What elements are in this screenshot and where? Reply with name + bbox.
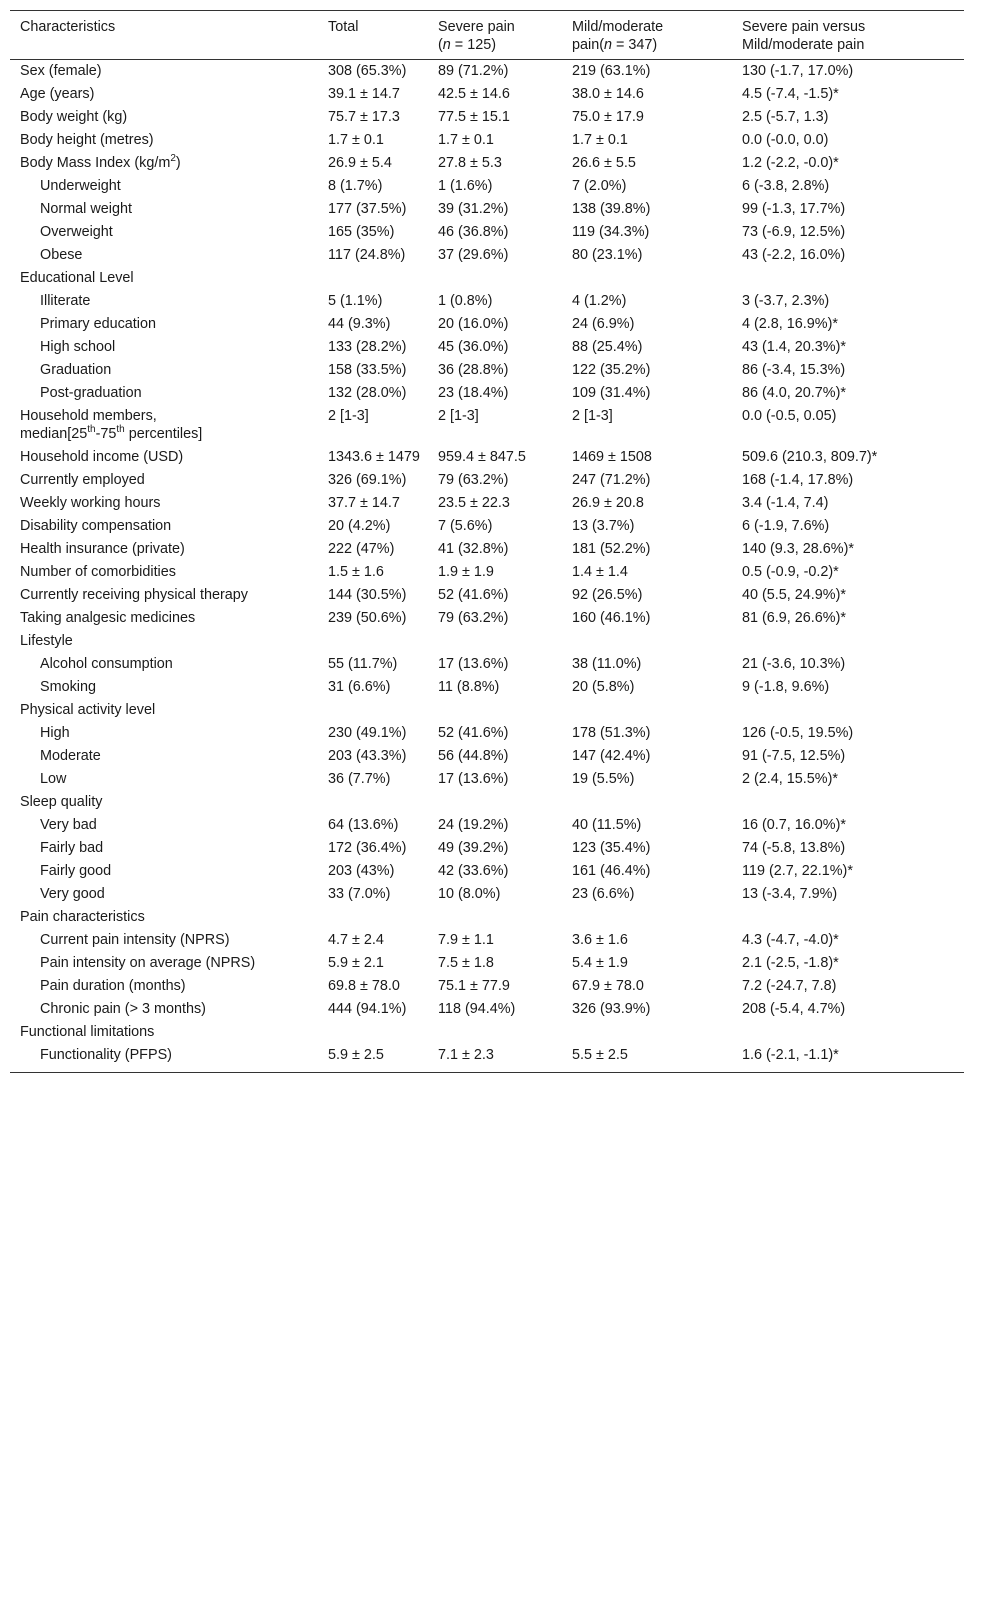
cell-total: 144 (30.5%)	[328, 587, 407, 603]
cell-difference: 126 (-0.5, 19.5%)	[742, 725, 854, 741]
header-severe-vs-mild: Severe pain versus Mild/moderate pain	[732, 11, 964, 60]
cell-severe: 89 (71.2%)	[438, 63, 509, 79]
row-label: Normal weight	[40, 201, 132, 217]
cell-total: 4.7 ± 2.4	[328, 932, 384, 948]
cell-difference: 13 (-3.4, 7.9%)	[742, 886, 838, 902]
cell-severe: 37 (29.6%)	[438, 247, 509, 263]
table-row	[10, 469, 964, 492]
row-label: Alcohol consumption	[40, 656, 173, 672]
cell-difference: 73 (-6.9, 12.5%)	[742, 224, 846, 240]
cell-total: 1343.6 ± 1479	[328, 449, 420, 465]
table-row	[10, 998, 964, 1021]
cell-severe: 77.5 ± 15.1	[438, 109, 510, 125]
table-row	[10, 538, 964, 561]
cell-severe: 75.1 ± 77.9	[438, 978, 510, 994]
cell-total: 222 (47%)	[328, 541, 395, 557]
cell-mild: 4 (1.2%)	[572, 293, 627, 309]
cell-mild: 26.9 ± 20.8	[572, 495, 644, 511]
cell-mild: 219 (63.1%)	[572, 63, 651, 79]
cell-severe: 23.5 ± 22.3	[438, 495, 510, 511]
cell-total: 5.9 ± 2.1	[328, 955, 384, 971]
cell-mild: 23 (6.6%)	[572, 886, 635, 902]
cell-severe: 7 (5.6%)	[438, 518, 493, 534]
cell-mild: 80 (23.1%)	[572, 247, 643, 263]
cell-difference: 40 (5.5, 24.9%)*	[742, 587, 846, 603]
row-label: Currently receiving physical therapy	[20, 587, 248, 603]
row-label: Sex (female)	[20, 63, 102, 79]
cell-severe: 36 (28.8%)	[438, 362, 509, 378]
row-label: Moderate	[40, 748, 101, 764]
cell-mild: 92 (26.5%)	[572, 587, 643, 603]
table-row	[10, 929, 964, 952]
table-row	[10, 244, 964, 267]
cell-difference: 86 (-3.4, 15.3%)	[742, 362, 846, 378]
row-label: Obese	[40, 247, 83, 263]
cell-total: 37.7 ± 14.7	[328, 495, 400, 511]
cell-mild: 160 (46.1%)	[572, 610, 651, 626]
cell-severe: 79 (63.2%)	[438, 472, 509, 488]
cell-severe: 41 (32.8%)	[438, 541, 509, 557]
cell-total: 44 (9.3%)	[328, 316, 391, 332]
cell-difference: 119 (2.7, 22.1%)*	[742, 863, 853, 879]
cell-total: 230 (49.1%)	[328, 725, 407, 741]
characteristics-table	[10, 10, 964, 1073]
cell-mild: 3.6 ± 1.6	[572, 932, 628, 948]
cell-difference: 4 (2.8, 16.9%)*	[742, 316, 838, 332]
row-label: High school	[40, 339, 116, 355]
row-label: Weekly working hours	[20, 495, 161, 511]
row-label: Post-graduation	[40, 385, 142, 401]
cell-total: 444 (94.1%)	[328, 1001, 407, 1017]
cell-severe: 7.1 ± 2.3	[428, 1044, 562, 1073]
cell-severe: 17 (13.6%)	[438, 771, 509, 787]
cell-total: 132 (28.0%)	[328, 385, 407, 401]
cell-total: 2 [1-3]	[328, 408, 369, 424]
cell-difference: 208 (-5.4, 4.7%)	[742, 1001, 846, 1017]
cell-difference: 99 (-1.3, 17.7%)	[742, 201, 846, 217]
table-row	[10, 83, 964, 106]
table-row	[10, 152, 964, 175]
table-row	[10, 607, 964, 630]
characteristics-table-container	[10, 10, 964, 1073]
table-row	[10, 313, 964, 336]
cell-difference: 9 (-1.8, 9.6%)	[742, 679, 830, 695]
row-label: Currently employed	[20, 472, 145, 488]
section-row	[10, 906, 964, 929]
row-label: Disability compensation	[20, 518, 172, 534]
cell-severe: 1 (1.6%)	[438, 178, 493, 194]
table-row	[10, 745, 964, 768]
cell-total: 64 (13.6%)	[328, 817, 399, 833]
cell-severe: 39 (31.2%)	[438, 201, 509, 217]
cell-difference: 6 (-1.9, 7.6%)	[742, 518, 830, 534]
section-row	[10, 1021, 964, 1044]
cell-mild: 161 (46.4%)	[572, 863, 651, 879]
cell-mild: 5.4 ± 1.9	[572, 955, 628, 971]
row-label: Very good	[40, 886, 105, 902]
cell-difference: 74 (-5.8, 13.8%)	[742, 840, 846, 856]
cell-severe: 24 (19.2%)	[438, 817, 509, 833]
cell-severe: 52 (41.6%)	[438, 587, 509, 603]
header-row	[10, 11, 964, 60]
table-row	[10, 492, 964, 515]
section-label: Sleep quality	[20, 794, 103, 810]
cell-mild: 26.6 ± 5.5	[572, 155, 636, 171]
cell-mild: 122 (35.2%)	[572, 362, 651, 378]
row-label: Pain intensity on average (NPRS)	[40, 955, 256, 971]
cell-severe: 27.8 ± 5.3	[438, 155, 502, 171]
cell-mild: 38 (11.0%)	[572, 656, 642, 672]
table-row	[10, 336, 964, 359]
row-label: Current pain intensity (NPRS)	[40, 932, 230, 948]
table-row	[10, 290, 964, 313]
cell-mild: 123 (35.4%)	[572, 840, 651, 856]
section-row	[10, 699, 964, 722]
cell-difference: 4.5 (-7.4, -1.5)*	[742, 86, 839, 102]
table-row	[10, 198, 964, 221]
row-label: Body height (metres)	[20, 132, 154, 148]
cell-difference: 0.0 (-0.5, 0.05)	[742, 408, 837, 424]
cell-total: 308 (65.3%)	[328, 63, 407, 79]
cell-difference: 2.5 (-5.7, 1.3)	[742, 109, 829, 125]
cell-severe: 2 [1-3]	[438, 408, 479, 424]
cell-mild: 7 (2.0%)	[572, 178, 627, 194]
cell-mild: 178 (51.3%)	[572, 725, 651, 741]
table-row	[10, 975, 964, 998]
cell-difference: 3.4 (-1.4, 7.4)	[742, 495, 829, 511]
cell-mild: 88 (25.4%)	[572, 339, 643, 355]
row-label: Number of comorbidities	[20, 564, 176, 580]
cell-difference: 81 (6.9, 26.6%)*	[742, 610, 846, 626]
cell-severe: 56 (44.8%)	[438, 748, 509, 764]
cell-total: 326 (69.1%)	[328, 472, 407, 488]
cell-severe: 45 (36.0%)	[438, 339, 509, 355]
table-row	[10, 446, 964, 469]
table-row	[10, 653, 964, 676]
table-body	[10, 60, 964, 1073]
cell-severe: 118 (94.4%)	[438, 1001, 516, 1017]
header-severe-pain: Severe pain (n = 125)	[428, 11, 562, 60]
row-label: Taking analgesic medicines	[20, 610, 196, 626]
cell-severe: 959.4 ± 847.5	[438, 449, 526, 465]
section-label: Lifestyle	[20, 633, 73, 649]
cell-severe: 7.9 ± 1.1	[438, 932, 494, 948]
cell-total: 1.7 ± 0.1	[328, 132, 384, 148]
cell-severe: 49 (39.2%)	[438, 840, 509, 856]
row-label: Smoking	[40, 679, 96, 695]
row-label: Primary education	[40, 316, 156, 332]
cell-severe: 11 (8.8%)	[438, 679, 500, 695]
cell-total: 75.7 ± 17.3	[328, 109, 400, 125]
row-label: Household members, median[25th-75th percentiles]	[20, 408, 203, 442]
cell-severe: 42 (33.6%)	[438, 863, 509, 879]
row-label: Health insurance (private)	[20, 541, 185, 557]
cell-total: 117 (24.8%)	[328, 247, 406, 263]
table-row	[10, 175, 964, 198]
cell-severe: 1 (0.8%)	[438, 293, 493, 309]
cell-severe: 1.9 ± 1.9	[438, 564, 494, 580]
cell-difference: 7.2 (-24.7, 7.8)	[742, 978, 837, 994]
header-characteristics: Characteristics	[10, 11, 318, 60]
cell-mild: 326 (93.9%)	[572, 1001, 651, 1017]
section-label: Educational Level	[20, 270, 134, 286]
section-row	[10, 630, 964, 653]
cell-difference: 6 (-3.8, 2.8%)	[742, 178, 830, 194]
cell-mild: 13 (3.7%)	[572, 518, 635, 534]
cell-total: 69.8 ± 78.0	[328, 978, 400, 994]
cell-total: 203 (43%)	[328, 863, 395, 879]
row-label: High	[40, 725, 70, 741]
cell-mild: 38.0 ± 14.6	[572, 86, 644, 102]
cell-difference: 130 (-1.7, 17.0%)	[742, 63, 854, 79]
table-row	[10, 584, 964, 607]
cell-total: 20 (4.2%)	[328, 518, 391, 534]
table-row	[10, 129, 964, 152]
cell-total: 26.9 ± 5.4	[328, 155, 392, 171]
row-label: Overweight	[40, 224, 113, 240]
header-total: Total	[318, 11, 428, 60]
cell-difference: 1.2 (-2.2, -0.0)*	[742, 155, 839, 171]
cell-total: 36 (7.7%)	[328, 771, 391, 787]
cell-total: 55 (11.7%)	[328, 656, 398, 672]
cell-severe: 42.5 ± 14.6	[438, 86, 510, 102]
table-row	[10, 722, 964, 745]
row-label: Pain duration (months)	[40, 978, 186, 994]
cell-severe: 17 (13.6%)	[438, 656, 509, 672]
table-header	[10, 11, 964, 60]
header-mild-moderate-pain: Mild/moderate pain(n = 347)	[562, 11, 732, 60]
cell-mild: 20 (5.8%)	[572, 679, 635, 695]
cell-severe: 7.5 ± 1.8	[438, 955, 494, 971]
table-row	[10, 883, 964, 906]
row-label: Illiterate	[40, 293, 91, 309]
section-label: Physical activity level	[20, 702, 156, 718]
cell-difference: 21 (-3.6, 10.3%)	[742, 656, 846, 672]
cell-severe: 20 (16.0%)	[438, 316, 509, 332]
cell-mild: 75.0 ± 17.9	[572, 109, 644, 125]
cell-total: 203 (43.3%)	[328, 748, 407, 764]
table-row	[10, 860, 964, 883]
cell-difference: 168 (-1.4, 17.8%)	[742, 472, 854, 488]
cell-mild: 24 (6.9%)	[572, 316, 635, 332]
table-row	[10, 382, 964, 405]
table-row	[10, 952, 964, 975]
cell-mild: 181 (52.2%)	[572, 541, 651, 557]
cell-difference: 2.1 (-2.5, -1.8)*	[742, 955, 839, 971]
table-row	[10, 60, 964, 84]
row-label: Low	[40, 771, 67, 787]
table-row	[10, 405, 964, 446]
cell-difference: 0.0 (-0.0, 0.0)	[742, 132, 829, 148]
cell-difference: 91 (-7.5, 12.5%)	[742, 748, 846, 764]
cell-severe: 52 (41.6%)	[438, 725, 509, 741]
cell-mild: 2 [1-3]	[572, 408, 613, 424]
table-row	[10, 106, 964, 129]
row-label: Fairly bad	[40, 840, 104, 856]
row-label: Chronic pain (> 3 months)	[40, 1001, 206, 1017]
cell-total: 158 (33.5%)	[328, 362, 407, 378]
cell-difference: 1.6 (-2.1, -1.1)*	[732, 1044, 964, 1073]
cell-total: 133 (28.2%)	[328, 339, 407, 355]
table-row	[10, 814, 964, 837]
cell-severe: 1.7 ± 0.1	[438, 132, 494, 148]
row-label: Functionality (PFPS)	[10, 1044, 318, 1073]
cell-difference: 4.3 (-4.7, -4.0)*	[742, 932, 839, 948]
cell-mild: 247 (71.2%)	[572, 472, 651, 488]
cell-severe: 46 (36.8%)	[438, 224, 509, 240]
cell-mild: 1.4 ± 1.4	[572, 564, 628, 580]
cell-mild: 109 (31.4%)	[572, 385, 651, 401]
cell-total: 239 (50.6%)	[328, 610, 407, 626]
section-label: Functional limitations	[20, 1024, 155, 1040]
cell-total: 5.9 ± 2.5	[318, 1044, 428, 1073]
cell-total: 165 (35%)	[328, 224, 395, 240]
table-row	[10, 561, 964, 584]
cell-mild: 67.9 ± 78.0	[572, 978, 644, 994]
cell-difference: 140 (9.3, 28.6%)*	[742, 541, 854, 557]
cell-total: 1.5 ± 1.6	[328, 564, 384, 580]
section-row	[10, 267, 964, 290]
cell-difference: 0.5 (-0.9, -0.2)*	[742, 564, 839, 580]
row-label: Age (years)	[20, 86, 95, 102]
cell-total: 177 (37.5%)	[328, 201, 407, 217]
cell-difference: 43 (1.4, 20.3%)*	[742, 339, 846, 355]
row-label: Underweight	[40, 178, 121, 194]
cell-total: 33 (7.0%)	[328, 886, 391, 902]
table-row	[10, 1044, 964, 1073]
cell-difference: 86 (4.0, 20.7%)*	[742, 385, 846, 401]
table-row	[10, 221, 964, 244]
cell-mild: 1.7 ± 0.1	[572, 132, 628, 148]
cell-total: 5 (1.1%)	[328, 293, 383, 309]
row-label: Very bad	[40, 817, 97, 833]
row-label: Graduation	[40, 362, 112, 378]
cell-mild: 1469 ± 1508	[572, 449, 652, 465]
cell-total: 172 (36.4%)	[328, 840, 407, 856]
cell-mild: 19 (5.5%)	[572, 771, 635, 787]
cell-mild: 147 (42.4%)	[572, 748, 651, 764]
cell-mild: 138 (39.8%)	[572, 201, 651, 217]
row-label: Household income (USD)	[20, 449, 184, 465]
row-label: Fairly good	[40, 863, 112, 879]
cell-mild: 40 (11.5%)	[572, 817, 642, 833]
cell-total: 31 (6.6%)	[328, 679, 391, 695]
cell-mild: 119 (34.3%)	[572, 224, 650, 240]
cell-mild: 5.5 ± 2.5	[562, 1044, 732, 1073]
section-label: Pain characteristics	[20, 909, 145, 925]
cell-total: 39.1 ± 14.7	[328, 86, 400, 102]
cell-severe: 10 (8.0%)	[438, 886, 501, 902]
cell-difference: 43 (-2.2, 16.0%)	[742, 247, 846, 263]
table-row	[10, 768, 964, 791]
cell-difference: 3 (-3.7, 2.3%)	[742, 293, 830, 309]
section-row	[10, 791, 964, 814]
cell-severe: 23 (18.4%)	[438, 385, 509, 401]
cell-total: 8 (1.7%)	[328, 178, 383, 194]
table-row	[10, 359, 964, 382]
cell-difference: 16 (0.7, 16.0%)*	[742, 817, 846, 833]
row-label: Body weight (kg)	[20, 109, 128, 125]
cell-difference: 2 (2.4, 15.5%)*	[742, 771, 838, 787]
table-row	[10, 837, 964, 860]
cell-severe: 79 (63.2%)	[438, 610, 509, 626]
table-row	[10, 676, 964, 699]
table-row	[10, 515, 964, 538]
cell-difference: 509.6 (210.3, 809.7)*	[742, 449, 878, 465]
row-label: Body Mass Index $(kg/m^2)$	[20, 153, 181, 171]
